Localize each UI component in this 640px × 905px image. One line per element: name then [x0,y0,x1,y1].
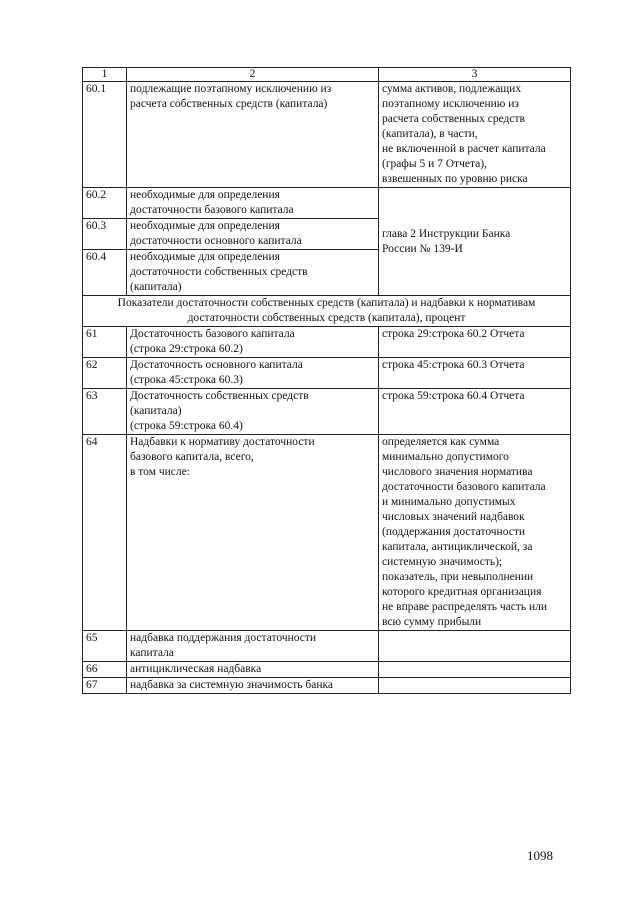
row-description: необходимые для определения достаточности основного капитала [127,219,379,250]
row-description: необходимые для определения достаточности собственных средств (капитала) [127,250,379,296]
table-row [83,662,571,678]
row-description: антициклическая надбавка [127,662,379,678]
row-description: Достаточность базового капитала (строка 29:строка 60.2) [127,327,379,358]
row-number: 60.4 [83,250,127,296]
row-number: 65 [83,631,127,662]
row-description: надбавка поддержания достаточности капитала [127,631,379,662]
row-description: Достаточность собственных средств (капитала) (строка 59:строка 60.4) [127,389,379,435]
section-heading-row [83,296,571,327]
row-number: 64 [83,435,127,631]
row-number: 67 [83,678,127,694]
row-number: 60.3 [83,219,127,250]
regulation-table [82,67,571,694]
row-source [379,631,571,662]
row-number: 61 [83,327,127,358]
row-number: 63 [83,389,127,435]
table-header-row [83,68,571,82]
row-description: необходимые для определения достаточности базового капитала [127,188,379,219]
header-col-1: 1 [83,68,127,82]
row-description: Надбавки к нормативу достаточности базового капитала, всего, в том числе: [127,435,379,631]
row-description: подлежащие поэтапному исключению из расчета собственных средств (капитала) [127,82,379,188]
table-row [83,435,571,631]
row-number: 62 [83,358,127,389]
row-description: надбавка за системную значимость банка [127,678,379,694]
table-row [83,358,571,389]
header-col-2: 2 [127,68,379,82]
table-row [83,82,571,188]
row-number: 60.1 [83,82,127,188]
section-heading: Показатели достаточности собственных средств (капитала) и надбавки к нормативам достаточности собственных средств (капитала), процент [83,296,571,327]
table-row [83,678,571,694]
page-number: 1098 [527,848,553,863]
row-source: определяется как сумма минимально допустимого числового значения норматива достаточности базового капитала и минимально допустимых числовых значений надбавок (поддержания достаточности капитала, антициклической, за системную значимость); показатель, при невыполнении которого кредитная организация не вправе распределять часть или всю сумму прибыли [379,435,571,631]
table-row [83,389,571,435]
row-source [379,678,571,694]
table-row [83,631,571,662]
table-row [83,327,571,358]
row-source [379,662,571,678]
row-source: строка 59:строка 60.4 Отчета [379,389,571,435]
row-description: Достаточность основного капитала (строка 45:строка 60.3) [127,358,379,389]
row-source: строка 29:строка 60.2 Отчета [379,327,571,358]
row-source: строка 45:строка 60.3 Отчета [379,358,571,389]
row-number: 60.2 [83,188,127,219]
header-col-3: 3 [379,68,571,82]
table-row [83,188,571,219]
row-source: сумма активов, подлежащих поэтапному исключению из расчета собственных средств (капитала), в части, не включенной в расчет капитала (графы 5 и 7 Отчета), взвешенных по уровню риска [379,82,571,188]
shared-source-cell: глава 2 Инструкции Банка России № 139-И [379,188,571,296]
row-number: 66 [83,662,127,678]
